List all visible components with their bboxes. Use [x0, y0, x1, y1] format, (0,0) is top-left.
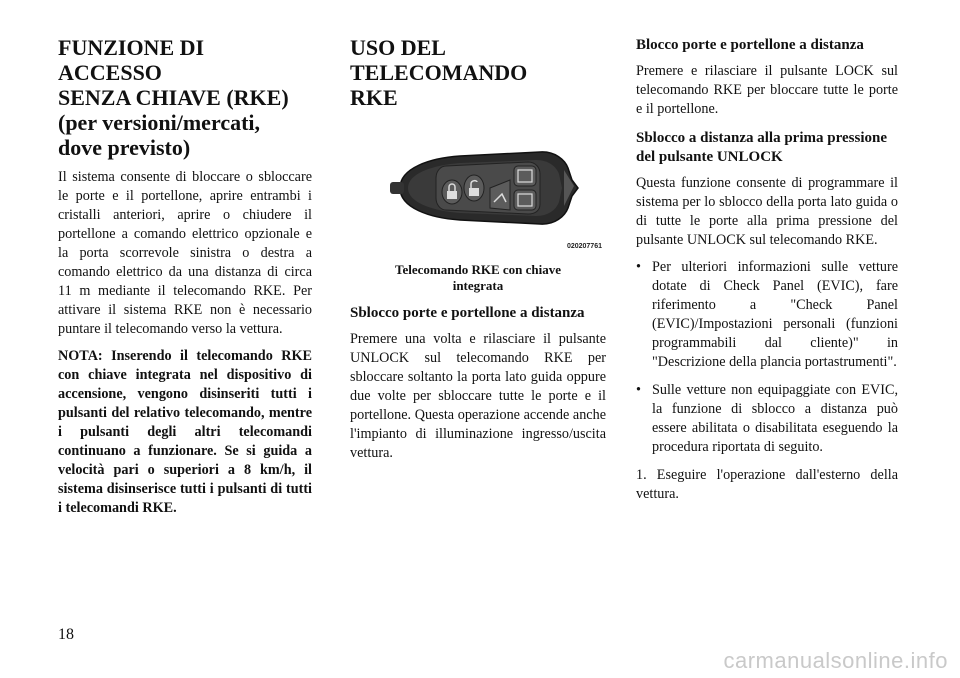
watermark: carmanualsonline.info [723, 648, 948, 673]
caption-line: Telecomando RKE con chiave [395, 262, 561, 277]
title-line: SENZA CHIAVE (RKE) [58, 85, 289, 110]
section-title-uso-telecomando [350, 35, 606, 110]
column-middle [350, 30, 606, 471]
step-1: 1. Eseguire l'operazione dall'esterno della vettura. [636, 467, 898, 502]
title-line: USO DEL TELECOMANDO [350, 35, 528, 85]
section-title-rke [58, 35, 312, 160]
list-item: • Per ulteriori informazioni sulle vetture dotate di Check Panel (EVIC), fare riferimento a "Check Panel (EVIC)/Impostazioni personali (funzioni programmabili dal cliente)" in "Descrizione della plancia portastrumenti". [636, 258, 898, 372]
key-fob-icon [350, 118, 606, 258]
sliding-door-icon [514, 166, 536, 186]
heading-unlock-remote: Sblocco porte e portellone a distanza [350, 305, 585, 321]
column-left [58, 30, 312, 526]
title-line: FUNZIONE DI ACCESSO [58, 35, 205, 85]
caption-line: integrata [452, 278, 504, 293]
first-press-paragraph: Questa funzione consente di programmare il sistema per lo sblocco della porta lato guida o di tutte le porte alla prima pressione del pulsante UNLOCK sul telecomando RKE. [636, 175, 898, 248]
unlock-paragraph: Premere una volta e rilasciare il pulsante UNLOCK sul telecomando RKE per sbloccare soltanto la porta lato guida oppure due volte per sbloccare tutte le porte e il portellone. Questa operazione accende anche l'impianto di illuminazione ingresso/uscita vettura. [350, 331, 606, 461]
list-item: • Sulle vetture non equipaggiate con EVIC, la funzione di sblocco a distanza può essere abilitata o disabilitata eseguendo la procedura riportata di seguito. [636, 381, 898, 457]
intro-paragraph: Il sistema consente di bloccare o sbloccare le porte e il portellone, aprire entrambi i cristalli anteriori, aprire o chiudere il portellone a comando elettrico opzionale e la porta scorrevole sinistra o destra a comando elettrico da una distanza di circa 11 m mediante il telecomando RKE. Per attivare il sistema RKE non è necessario puntare il telecomando verso la vettura. [58, 169, 312, 337]
bullet-list [636, 258, 898, 457]
title-line: dove previsto) [58, 135, 191, 160]
lock-paragraph: Premere e rilasciare il pulsante LOCK sul telecomando RKE per bloccare tutte le porte e il portellone. [636, 63, 898, 117]
key-fob-figure [350, 118, 606, 258]
title-line: (per versioni/mercati, [58, 110, 261, 135]
title-line: RKE [350, 85, 398, 110]
figure-caption [350, 262, 606, 294]
heading-first-press-unlock: Sblocco a distanza alla prima pressione del pulsante UNLOCK [636, 130, 887, 165]
page-number: 18 [58, 626, 74, 643]
note-paragraph: NOTA: Inserendo il telecomando RKE con chiave integrata nel dispositivo di accensione, vengono disinseriti tutti i pulsanti del relativo telecomando, mentre i pulsanti degli altri telecomandi continuano a funzionare. Se si guida a velocità pari o superiori a 8 km/h, il sistema disinserisce tutti i pulsanti di tutti i telecomandi RKE. [58, 348, 312, 516]
heading-lock-remote: Blocco porte e portellone a distanza [636, 37, 864, 53]
figure-code: 020207761 [566, 243, 602, 250]
sliding-door-icon [514, 190, 536, 210]
column-right [636, 30, 898, 512]
